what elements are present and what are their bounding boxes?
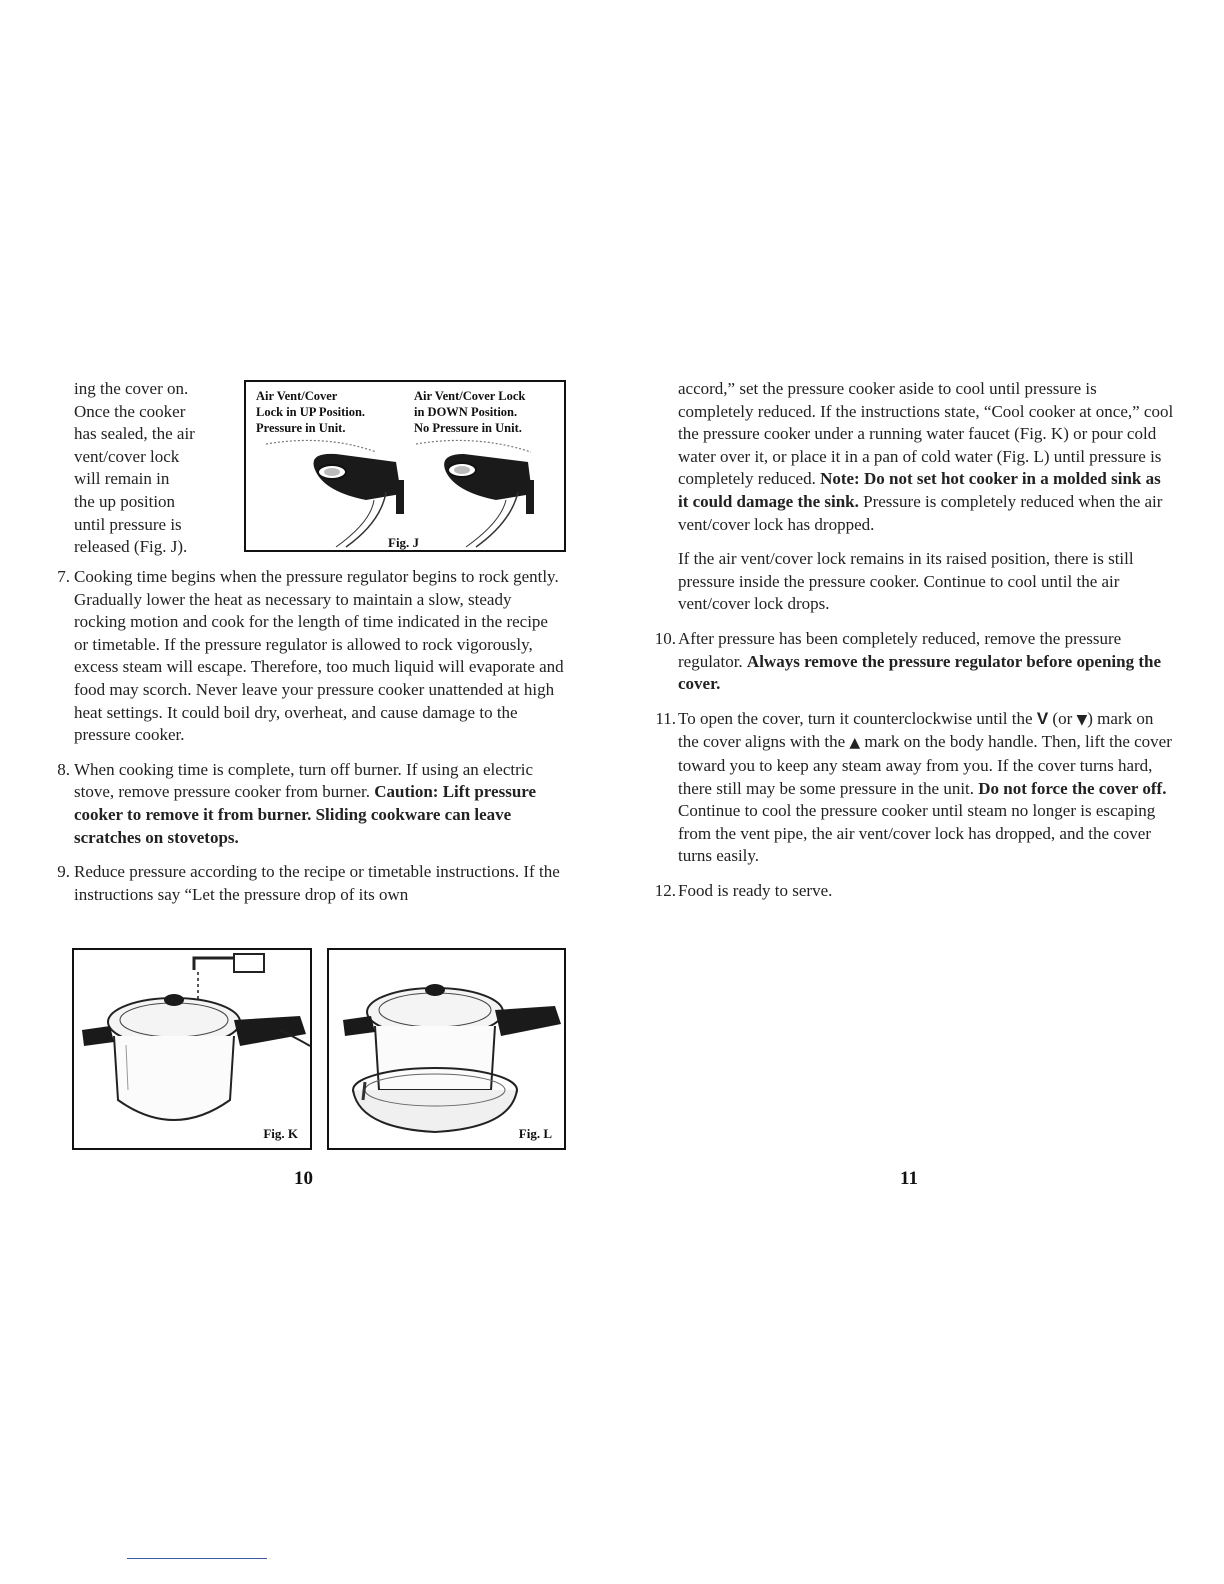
cooker-under-faucet-illustration [74, 950, 310, 1148]
caption-down-position: Air Vent/Cover Lock in DOWN Position. No Pressure in Unit. [414, 389, 526, 435]
step-text: Reduce pressure according to the recipe or timetable instructions. If the instructions say “Let the pressure drop of its own [74, 862, 560, 904]
step-7 [50, 566, 566, 747]
caption-up-position: Air Vent/Cover Lock in UP Position. Pressure in Unit. [256, 389, 366, 435]
fig-j-label: Fig. J [388, 535, 420, 550]
figure-l-cold-water-pan [327, 948, 566, 1150]
step-text: Cooking time begins when the pressure regulator begins to rock gently. Gradually lower the heat as necessary to maintain a slow, steady rocking motion and cook for the length of time indicated in the recipe or timetable. If the pressure regulator is allowed to rock vigorously, excess steam will escape. Therefore, too much liquid will evaporate and food may scorch. Never leave your pressure cooker unattended at high heat settings. It could boil dry, overheat, and cause damage to the pressure cooker. [74, 567, 564, 745]
caution-text: Caution: Lift pressure cooker to remove it from burner. Sliding cookware can leave scratches on stovetops. [74, 782, 537, 847]
page-number-left: 10 [294, 1168, 313, 1189]
intro-line: has sealed, the air [74, 424, 195, 444]
step-11: 11. To open the cover, turn it counterclockwise until the V (or ▼) mark on the cover aligns with the ▲ mark on the body handle. Then, lift the cover toward you to keep any steam away from you. If the cover turns hard, there still may be some pressure in the unit. Do not force the cover off. Continue to cool the pressure cooker until steam no longer is escaping from the vent pipe, the air vent/cover lock has dropped, and the cover turns easily. [650, 708, 1174, 868]
step-text: After pressure has been completely reduced, remove the pressure regulator. [678, 628, 1122, 671]
step-9 [50, 861, 566, 906]
intro-line: will remain in [74, 469, 170, 489]
pressure-paragraph: If the air vent/cover lock remains in its raised position, there is still pressure inside the pressure cooker. Continue to cool until the air vent/cover lock drops. [678, 549, 1134, 614]
left-page-column [50, 378, 566, 918]
step-8 [50, 759, 566, 849]
step-text: When cooking time is complete, turn off burner. If using an electric stove, remove pressure cooker from burner. [74, 759, 534, 802]
step-number: 12. [654, 880, 676, 900]
cooker-in-pan-illustration [329, 950, 564, 1148]
warning-text: Do not force the cover off. [978, 778, 1167, 798]
vent-lock-illustration [246, 382, 564, 550]
step-10 [650, 628, 1174, 696]
down-triangle-icon: ▼ [1076, 711, 1088, 728]
step-12 [650, 880, 1174, 903]
figure-j-vent-lock [244, 380, 566, 552]
page-number-right: 11 [900, 1168, 918, 1189]
step-number: 11. [655, 708, 676, 728]
step-number: 7. [57, 567, 70, 586]
intro-line: until pressure is [74, 514, 182, 534]
note-text: Note: Do not set hot cooker in a molded sink as it could damage the sink. [678, 469, 1161, 511]
intro-line: ing the cover on. [74, 379, 189, 398]
intro-block [50, 378, 566, 562]
figure-k-faucet-cooling [72, 948, 312, 1150]
intro-line: vent/cover lock [74, 446, 180, 466]
fig-k-label: Fig. K [263, 1126, 298, 1141]
v-mark: V [1036, 708, 1049, 728]
footer-rule [127, 1558, 267, 1559]
fig-l-label: Fig. L [518, 1126, 552, 1141]
right-page-column [650, 378, 1174, 914]
step-text: Food is ready to serve. [678, 880, 833, 900]
intro-text [74, 378, 234, 559]
step-9-continuation: accord,” set the pressure cooker aside to cool until pressure is completely reduced. If the instructions state, “Cool cooker at once,” cool the pressure cooker under a running water faucet (Fig. K) or pour cold water over it, or place it in a pan of cold water (Fig. L) until pressure is completely reduced. Note: Do not set hot cooker in a molded sink as it could damage the sink. Pressure is completely reduced when the air vent/cover lock has dropped. [678, 379, 1174, 534]
intro-line: released (Fig. J). [74, 537, 188, 557]
intro-line: the up position [74, 491, 176, 511]
step-number: 10. [654, 628, 676, 648]
intro-line: Once the cooker [74, 401, 186, 421]
up-triangle-icon: ▲ [849, 735, 861, 752]
step-number: 8. [57, 759, 70, 779]
warning-text: Always remove the pressure regulator before opening the cover. [678, 651, 1162, 694]
step-number: 9. [57, 862, 70, 882]
